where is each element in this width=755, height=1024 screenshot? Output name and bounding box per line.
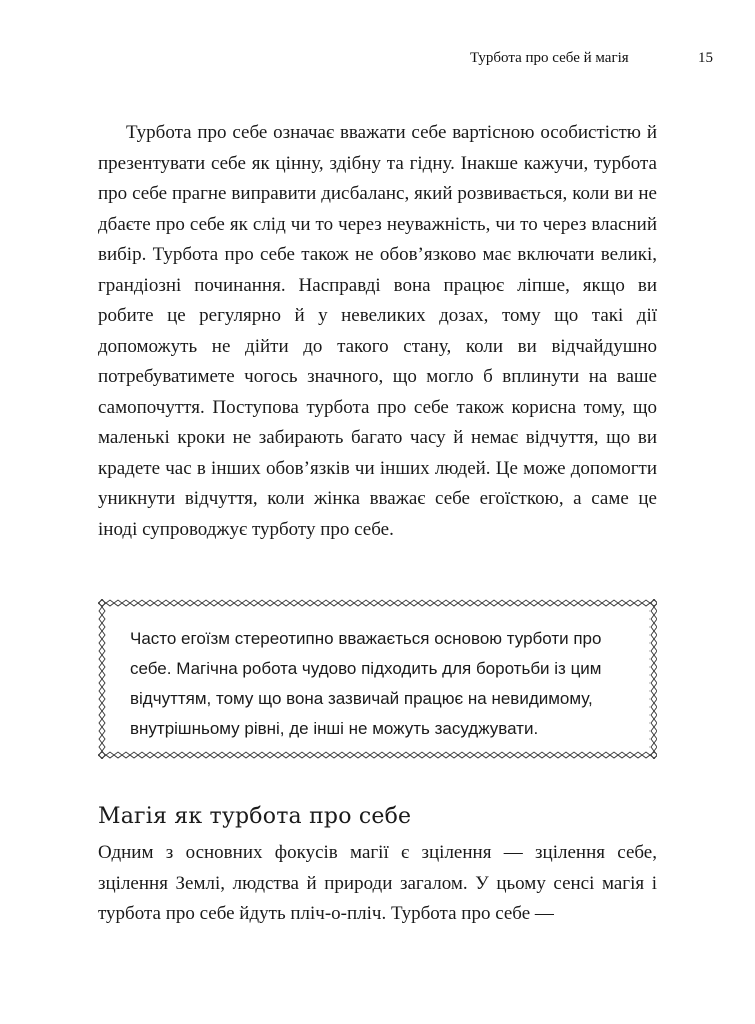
page-number: 15 <box>698 50 713 66</box>
section-paragraph: Одним з основних фокусів магії є зцілення — зцілення себе, зцілення Землі, людства й природи загалом. У цьому сенсі магія і турбота про себе йдуть пліч-о-пліч. Турбота про себе — <box>98 842 657 924</box>
sidebar-box <box>98 599 657 759</box>
body-paragraph: Турбота про себе означає вважати себе вартісною особистістю й презентувати себе як цінну, здібну та гідну. Інакше кажучи, турбота про себе прагне виправити дисбаланс, який розвивається, коли ви не дбаєте про себе як слід чи то через неуважність, чи то через власний вибір. Турбота про себе також не обов’язково має включати великі, грандіозні починання. Насправді вона працює ліпше, якщо ви робите це регулярно й у невеликих дозах, тому що такі дії допоможуть не дійти до такого стану, коли ви відчайдушно потребуватимете чогось значного, що могло б вплинути на ваше самопочуття. Поступова турбота про себе також корисна тому, що маленькі кроки не забирають багато часу й немає відчуття, що ви крадете час в інших обов’язків чи інших людей. Це може допомогти уникнути відчуття, коли жінка вважає себе егоїсткою, а саме це іноді супроводжує турботу про себе. <box>98 122 657 540</box>
running-title: Турбота про себе й магія <box>470 50 629 66</box>
section-heading: Магія як турбота про себе <box>98 804 412 829</box>
sidebar-text: Часто егоїзм стереотипно вважається основою турботи про себе. Магічна робота чудово підходить для боротьби із цим відчуттям, тому що вона зазвичай працює на невидимому, внутрішньому рівні, де інші не можуть засуджувати. <box>130 629 602 738</box>
